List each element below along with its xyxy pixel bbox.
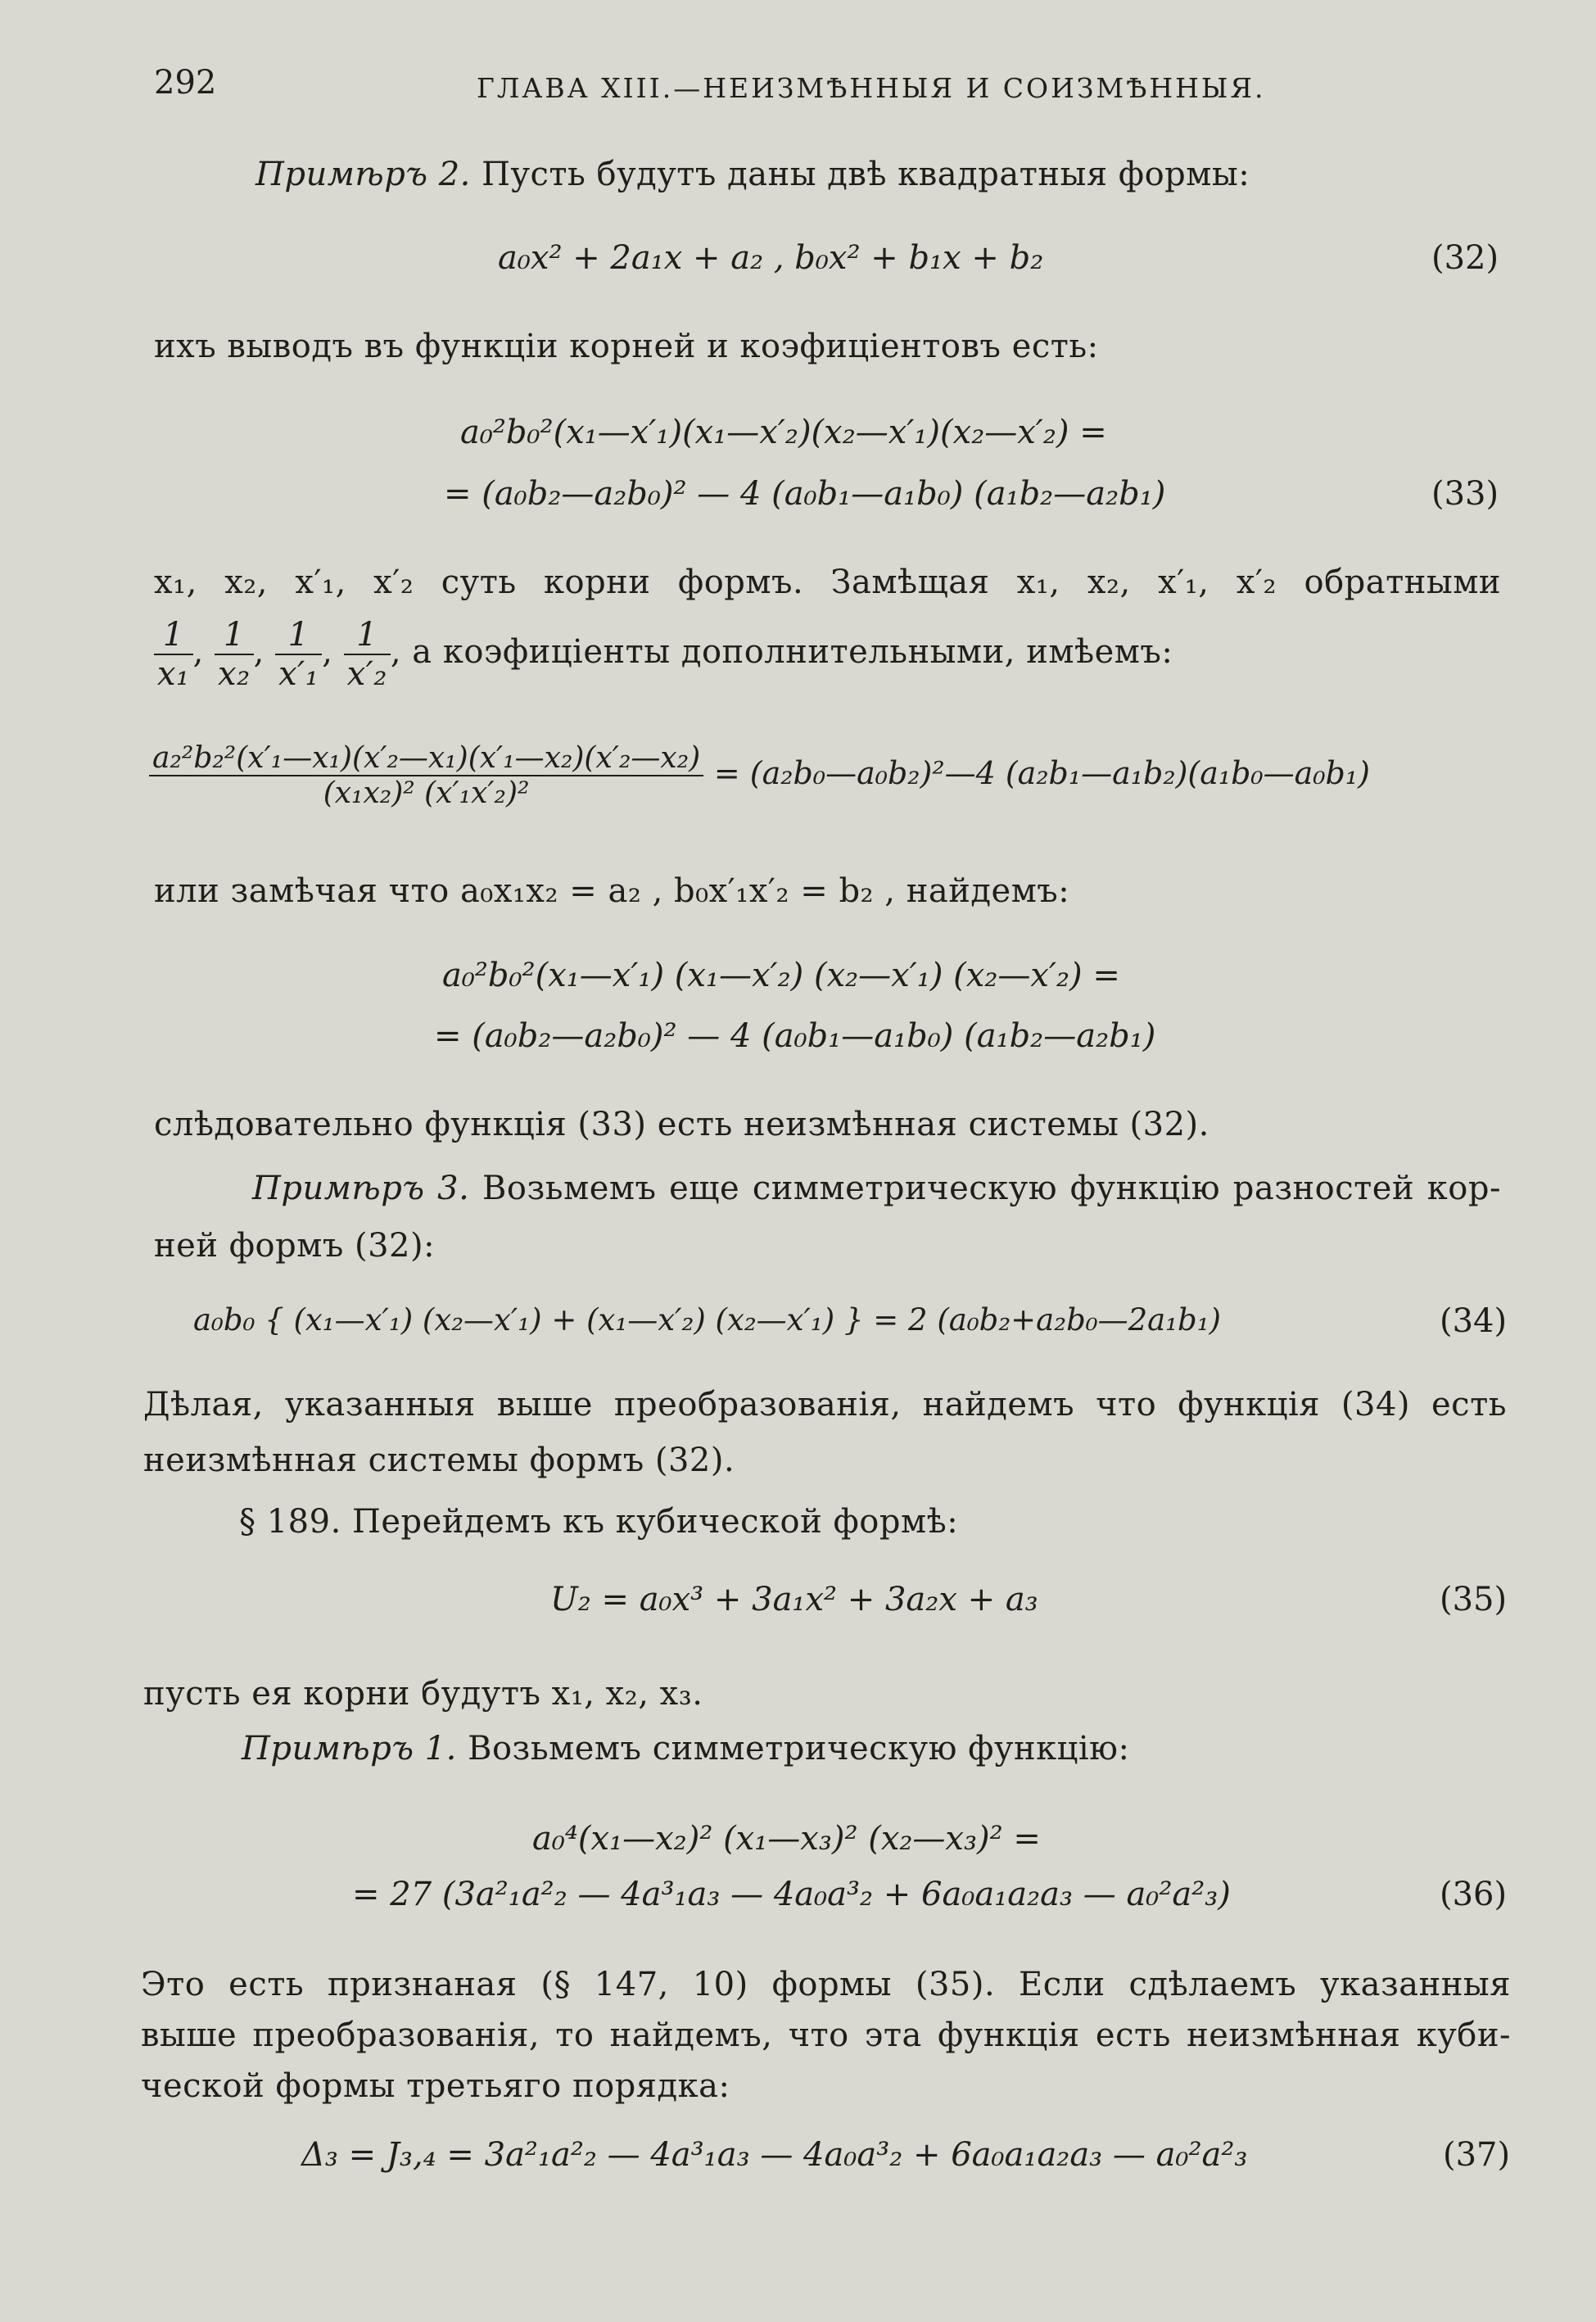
example-3-line2: ней формъ (32): <box>154 1227 436 1265</box>
big-fraction-denominator: (x₁x₂)² (x′₁x′₂)² <box>323 776 530 810</box>
paragraph-discriminant-line3: ческой формы третьяго порядка: <box>141 2067 730 2105</box>
fraction-1-denominator: x₁ <box>157 655 190 693</box>
equation-b-line1: a₀²b₀²(x₁—x′₁) (x₁—x′₂) (x₂—x′₁) (x₂—x′₂) = <box>442 957 1120 994</box>
example-2-label: Примѣръ 2. <box>255 156 471 193</box>
paragraph-discriminant-line2: выше преобразованія, то найдемъ, что эта функція есть неизмѣнная куби- <box>141 2016 1511 2054</box>
paragraph-roots-tail: , а коэфиціенты дополнительными, имѣемъ: <box>390 633 1173 671</box>
equation-34: a₀b₀ { (x₁—x′₁) (x₂—x′₁) + (x₁—x′₂) (x₂—x′₁) } = 2 (a₀b₂+a₂b₀—2a₁b₁) <box>193 1302 1221 1338</box>
paragraph-roots-line1: x₁, x₂, x′₁, x′₂ суть корни формъ. Замѣщая x₁, x₂, x′₁, x′₂ обратными <box>154 564 1501 601</box>
example-1-paragraph <box>242 1730 1129 1768</box>
equation-37-number: (37) <box>1443 2136 1511 2174</box>
paragraph-consequently: слѣдовательно функція (33) есть неизмѣнная системы (32). <box>154 1106 1209 1143</box>
fraction-3-numerator: 1 <box>275 616 322 655</box>
big-fraction-rhs: = (a₂b₀—a₀b₂)²—4 (a₂b₁—a₁b₂)(a₁b₀—a₀b₁) <box>713 755 1370 791</box>
equation-37: Δ₃ = J₃,₄ = 3a²₁a²₂ — 4a³₁a₃ — 4a₀a³₂ + 6a₀a₁a₂a₃ — a₀²a²₃ <box>301 2136 1248 2174</box>
equation-b-line2: = (a₀b₂—a₂b₀)² — 4 (a₀b₁—a₁b₀) (a₁b₂—a₂b₁) <box>434 1017 1156 1055</box>
equation-36-line1: a₀⁴(x₁—x₂)² (x₁—x₃)² (x₂—x₃)² = <box>532 1820 1041 1858</box>
big-fraction-numerator: a₂²b₂²(x′₁—x₁)(x′₂—x₁)(x′₁—x₂)(x′₂—x₂) <box>149 741 703 776</box>
page-number: 292 <box>154 64 217 102</box>
fraction-3 <box>275 616 322 693</box>
fraction-4-numerator: 1 <box>344 616 391 655</box>
paragraph-doing-line2: неизмѣнная системы формъ (32). <box>143 1442 735 1479</box>
equation-34-number: (34) <box>1440 1302 1508 1340</box>
paragraph-derivation: ихъ выводъ въ функціи корней и коэфиціентовъ есть: <box>154 328 1099 365</box>
paragraph-noting: или замѣчая что a₀x₁x₂ = a₂ , b₀x′₁x′₂ = b₂ , найдемъ: <box>154 872 1070 910</box>
example-3-line1 <box>252 1170 1501 1207</box>
fraction-2-denominator: x₂ <box>218 655 251 693</box>
example-2-text: Пусть будутъ даны двѣ квадратныя формы: <box>482 156 1250 193</box>
fraction-1-numerator: 1 <box>154 616 193 655</box>
example-1-text: Возьмемъ симметрическую функцію: <box>468 1730 1130 1768</box>
paragraph-doing-line1: Дѣлая, указанныя выше преобразованія, найдемъ что функція (34) есть <box>143 1386 1507 1424</box>
equation-33-number: (33) <box>1431 475 1499 513</box>
fraction-2 <box>215 616 254 693</box>
big-fraction-equation <box>149 741 1370 810</box>
equation-36-number: (36) <box>1440 1876 1508 1913</box>
fraction-4-denominator: x′₂ <box>346 655 387 693</box>
equation-33-line1: a₀²b₀²(x₁—x′₁)(x₁—x′₂)(x₂—x′₁)(x₂—x′₂) = <box>460 414 1107 451</box>
paragraph-roots-cubic: пусть ея корни будутъ x₁, x₂, x₃. <box>143 1675 703 1713</box>
example-3-label: Примѣръ 3. <box>252 1170 470 1207</box>
equation-36-line2: = 27 (3a²₁a²₂ — 4a³₁a₃ — 4a₀a³₂ + 6a₀a₁a₂a₃ — a₀²a²₃) <box>352 1876 1231 1913</box>
running-title: ГЛАВА XIII.—НЕИЗМѢННЫЯ И СОИЗМѢННЫЯ. <box>477 72 1266 104</box>
equation-32: a₀x² + 2a₁x + a₂ , b₀x² + b₁x + b₂ <box>498 239 1044 277</box>
example-1-label: Примѣръ 1. <box>242 1730 457 1768</box>
equation-35-number: (35) <box>1440 1581 1508 1618</box>
example-3-text: Возьмемъ еще симметрическую функцію разностей кор- <box>482 1170 1502 1207</box>
fraction-1 <box>154 616 193 693</box>
equation-33-line2: = (a₀b₂—a₂b₀)² — 4 (a₀b₁—a₁b₀) (a₁b₂—a₂b₁) <box>444 475 1166 513</box>
fraction-4 <box>344 616 391 693</box>
big-fraction <box>149 741 703 810</box>
section-189: § 189. Перейдемъ къ кубической формѣ: <box>239 1503 959 1541</box>
paragraph-discriminant-line1: Это есть признаная (§ 147, 10) формы (35). Если сдѣлаемъ указанныя <box>141 1966 1511 2003</box>
paragraph-roots-line2: $\frac{1}{\text{x₁}}$ , $\frac{1}{\text{x₂}}$ , $\frac{1}{\text{x′₁}}$ , $\frac{1}{\text{x′₂}}$ , а коэфиціенты дополнительными, имѣемъ: <box>154 616 1173 693</box>
equation-32-number: (32) <box>1431 239 1499 277</box>
example-2-paragraph <box>255 156 1250 193</box>
fraction-3-denominator: x′₁ <box>278 655 319 693</box>
equation-35: U₂ = a₀x³ + 3a₁x² + 3a₂x + a₃ <box>550 1581 1038 1618</box>
fraction-2-numerator: 1 <box>215 616 254 655</box>
